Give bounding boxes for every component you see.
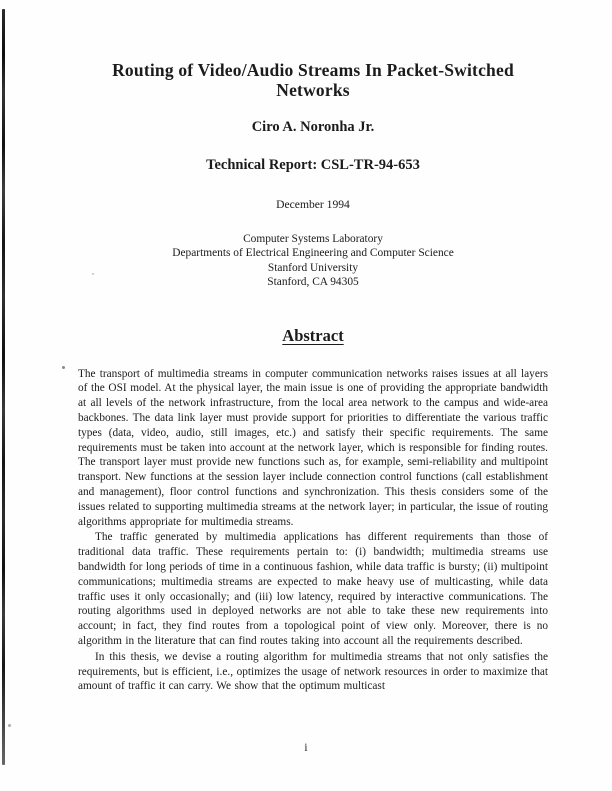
affiliation-block xyxy=(78,232,548,290)
ink-speck-artifact xyxy=(8,724,11,727)
ink-speck-artifact xyxy=(62,366,65,369)
abstract-paragraph: The traffic generated by multimedia applications has different requirements than those of traditional data traffic. These requirements pertain to: (i) bandwidth; multimedia streams use bandwidth for long periods of time in a continuous fashion, while data traffic is bursty; (ii) multipoint communications; multimedia streams are expected to make heavy use of multicasting, while data traffic uses it only occasionally; and (iii) low latency, required by interactive communications. The routing algorithms used in deployed networks are not able to take these new requirements into account; in fact, they find routes from a topological point of view only. Moreover, there is no algorithm in the literature that can find routes taking into account all the requirements described. xyxy=(78,531,548,647)
affiliation-line-departments: Departments of Electrical Engineering and Computer Science xyxy=(172,247,454,260)
page-number: i xyxy=(304,742,308,754)
report-number: Technical Report: CSL-TR-94-653 xyxy=(206,157,420,173)
abstract-paragraph: The transport of multimedia streams in computer communication networks raises issues at all layers of the OSI model. At the physical layer, the main issue is one of providing the appropriate bandwidth at all levels of the network infrastructure, from the local area network to the campus and wide-area backbones. The data link layer must provide support for priorities to differentiate the various traffic types (data, video, audio, still images, etc.) and satisfy their specific requirements. The same requirements must be taken into account at the network layer, which is responsible for finding routes. The transport layer must provide new functions such as, for example, semi-reliability and multipoint transport. New functions at the session layer include connection control functions (call establishment and management), floor control functions and synchronization. This thesis considers some of the issues related to supporting multimedia streams at the network layer; in particular, the issue of routing algorithms appropriate for multimedia streams. xyxy=(78,367,548,528)
publication-date: December 1994 xyxy=(276,198,350,211)
document-content xyxy=(78,0,548,695)
page-title: Routing of Video/Audio Streams In Packet-Switched Networks xyxy=(112,60,514,100)
abstract-body xyxy=(78,367,548,695)
affiliation-line-lab: Computer Systems Laboratory xyxy=(243,233,383,245)
abstract-heading: Abstract xyxy=(282,325,344,345)
scan-edge-artifact xyxy=(2,9,5,765)
affiliation-line-university: Stanford University xyxy=(267,261,359,274)
author-name: Ciro A. Noronha Jr. xyxy=(251,119,375,135)
affiliation-line-address: Stanford, CA 94305 xyxy=(267,276,359,289)
abstract-paragraph: In this thesis, we devise a routing algorithm for multimedia streams that not only satisfies the requirements, but is efficient, i.e., optimizes the usage of network resources in order to maximize that amount of traffic it can carry. We show that the optimum multicast xyxy=(78,650,548,693)
